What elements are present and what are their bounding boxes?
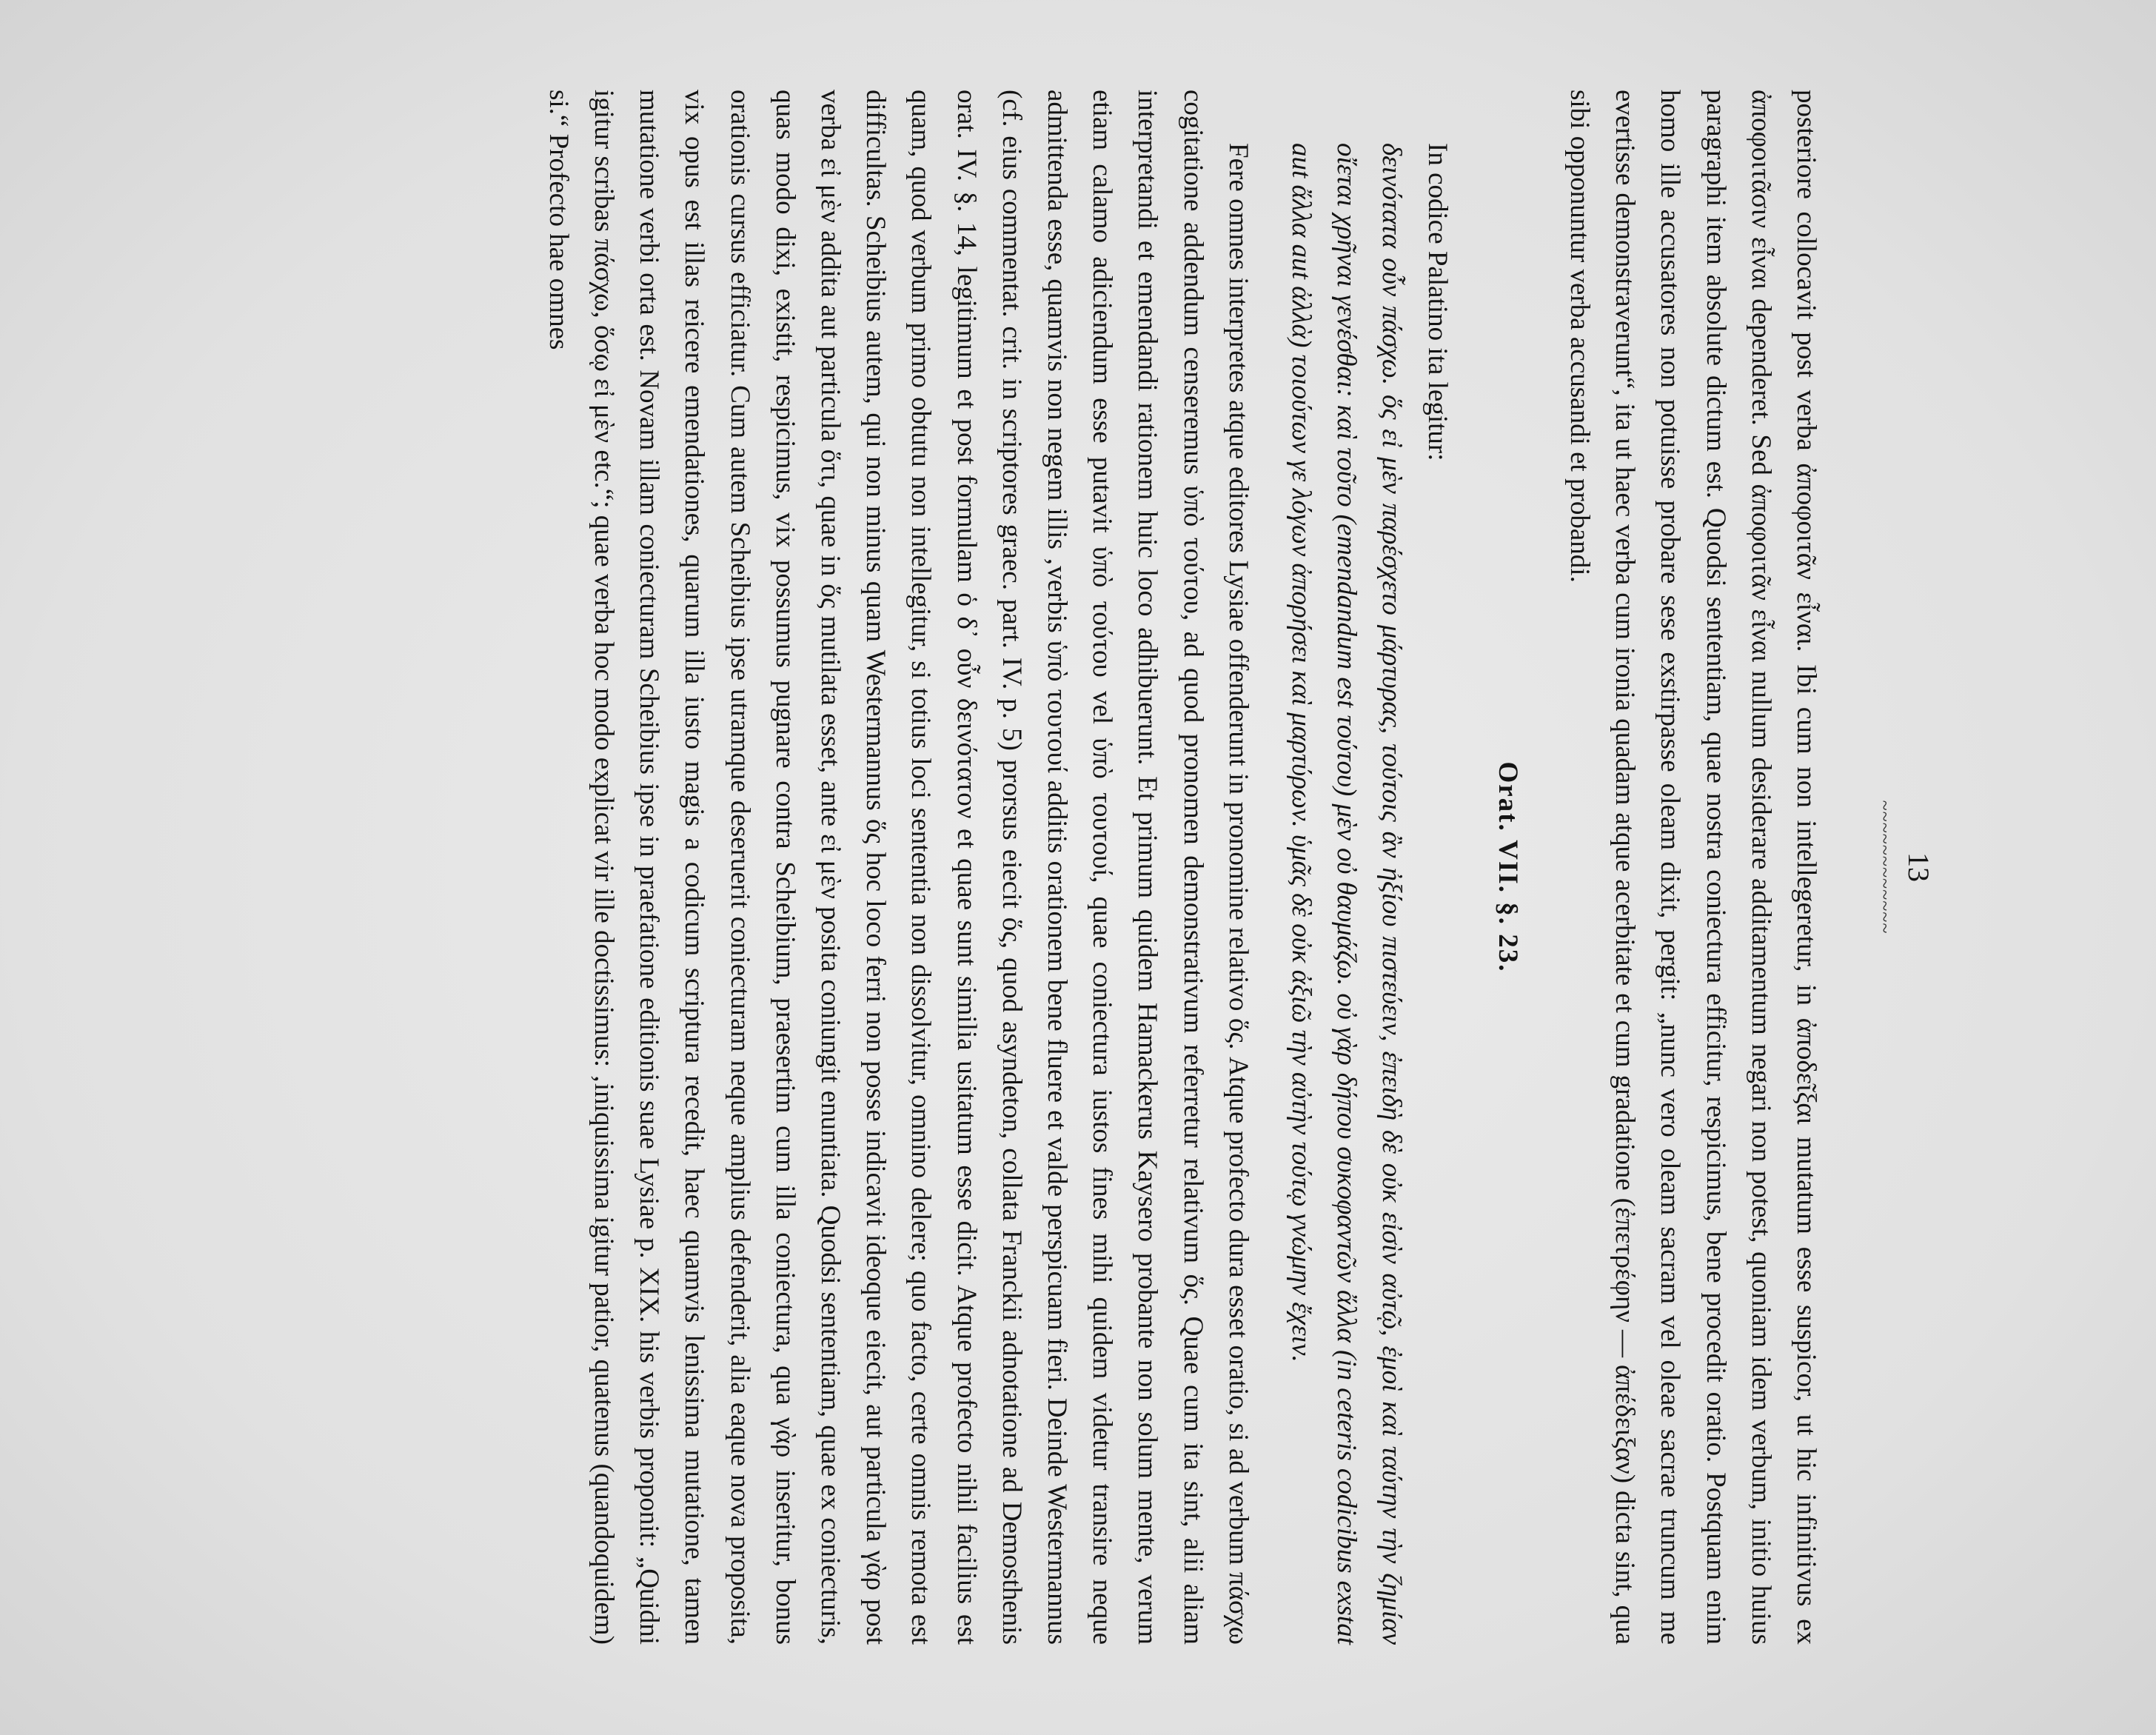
book-page [175,90,1981,1645]
header-ornament: ~~~~~~~~~~~~ [1874,800,1895,935]
section-heading: Orat. VII. §. 23. [1492,761,1523,973]
intro-line: In codice Palatino ita legitur: [1422,143,1453,461]
spacer [1261,90,1279,1645]
page-number: 13 [1902,852,1935,882]
paragraph-continued: posteriore collocavit post verba ἀποφοιτᾶν εἶναι. Ibi cum non intellegeretur, in ἀποδεῖξαι mutatum esse suspicor, ut hic infinitivus ex ἀποφοιτᾶσιν εἶναι dependeret. Sed ἀποφοιτᾶν εἶναι nullum desiderare additamentum negari non potest, quoniam idem verbum, initio huius paragraphi item absolute dictum est. Quodsi sententiam, quae nostra coniectura efficitur, respicimus, bene procedit oratio. Postquam enim homo ille accusatores non potuisse probare sese exstirpasse oleam dixit, pergit: „nunc vero oleam sacram vel oleae sacrae truncum me evertisse demonstraverunt“, ita ut haec verba cum ironia quadam atque acerbitate et cum gradatione (ἐπετρέφην — ἀπέδειξαν) dicta sint, qua sibi opponuntur verba accusandi et probandi. [1564,90,1821,1645]
paragraph-discussion: Fere omnes interpretes atque editores Lysiae offenderunt in pronomine relativo ὅς. Atque profecto dura esset oratio, si ad verbum πάσχω cogitatione addendum censeremus ὑπὸ τούτου, ad quod pronomen demonstrativum referretur relativum ὅς. Quae cum ita sint, alii aliam interpretandi et emendandi rationem huic loco adhibuerunt. Et primum quidem Hamackerus Kaysero probante non solum mente, verum etiam calamo adiciendum esse putavit ὑπὸ τούτου vel ὑπὸ τουτουί, quae coniectura iustos fines mihi quidem videtur transire neque admittenda esse, quamvis non negem illis ‚verbis ὑπὸ τουτουί additis orationem bene fluere et valde perspicuam fieri. Deinde Westermannus (cf. eius commentat. crit. in scriptores graec. part. IV. p. 5) prorsus eiecit ὅς, quod asyndeton, collata Franckii adnotatione ad Demosthenis orat. IV. §. 14, legitimum et post formulam ὁ δ᾽ οὖν δεινότατον et quae sunt similia usitatum esse dicit. Atque profecto nihil facilius est quam, quod verbum primo obtutu non intellegitur, si totius loci sententia non dissolvitur, omnino delere; quo facto, certe omnis remota est difficultas. Scheibius autem, qui non minus quam Westermannus ὅς hoc loco ferri non posse indicavit ideoque eiecit, aut particula γὰρ post verba εἰ μὲν addita aut particula ὅτι, quae in ὅς mutilata esset, ante εἰ μὲν posita coniungit enuntiata. Quodsi sententiam, quae ex coniecturis, quas modo dixi, existit, respicimus, vix possumus pugnare contra Scheibium, praesertim cum illa coniectura, qua γὰρ inseritur, bonus orationis cursus efficiatur. Cum autem Scheibius ipse utramque deseruerit coniecturam neque amplius defenderit, alia eaque nova proposita, vix opus est illas reicere emendationes, quarum illa iusto magis a codicum scriptura recedit, haec quamvis lenissima mutatione, tamen mutatione verbi orta est. Novam illam coniecturam Scheibius ipse in praefatione editionis suae Lysiae p. XIX. his verbis proponit: „Quidni igitur scribas πάσχω, ὅσῳ εἰ μὲν etc.“; quae verba hoc modo explicat vir ille doctissimus: ‚iniquissima igitur patior, quatenus (quandoquidem) si.“ Profecto hae omnes [543,90,1253,1645]
greek-quotation: δεινότατα οὖν πάσχω. ὅς εἰ μὲν παρέσχετο μάρτυρας, τούτοις ἂν ἠξίου πιστεύειν, ἐπειδὴ δὲ οὐκ εἰσὶν αὐτῷ, ἐμοὶ καὶ ταύτην τὴν ζημίαν οἴεται χρῆναι γενέσθαι: καὶ τοῦτο (emendandum est τούτου) μὲν οὐ θαυμάζω. οὐ γὰρ δήπου συκοφαντῶν ἄλλα (in ceteris codicibus exstat aut ἄλλα aut ἀλλὰ) τοιούτων γε λόγων ἀπορήσει καὶ μαρτύρων. ὑμᾶς δὲ οὐκ ἀξιῶ τὴν αὐτὴν τούτῳ γνώμην ἔχειν. [1285,143,1407,1645]
